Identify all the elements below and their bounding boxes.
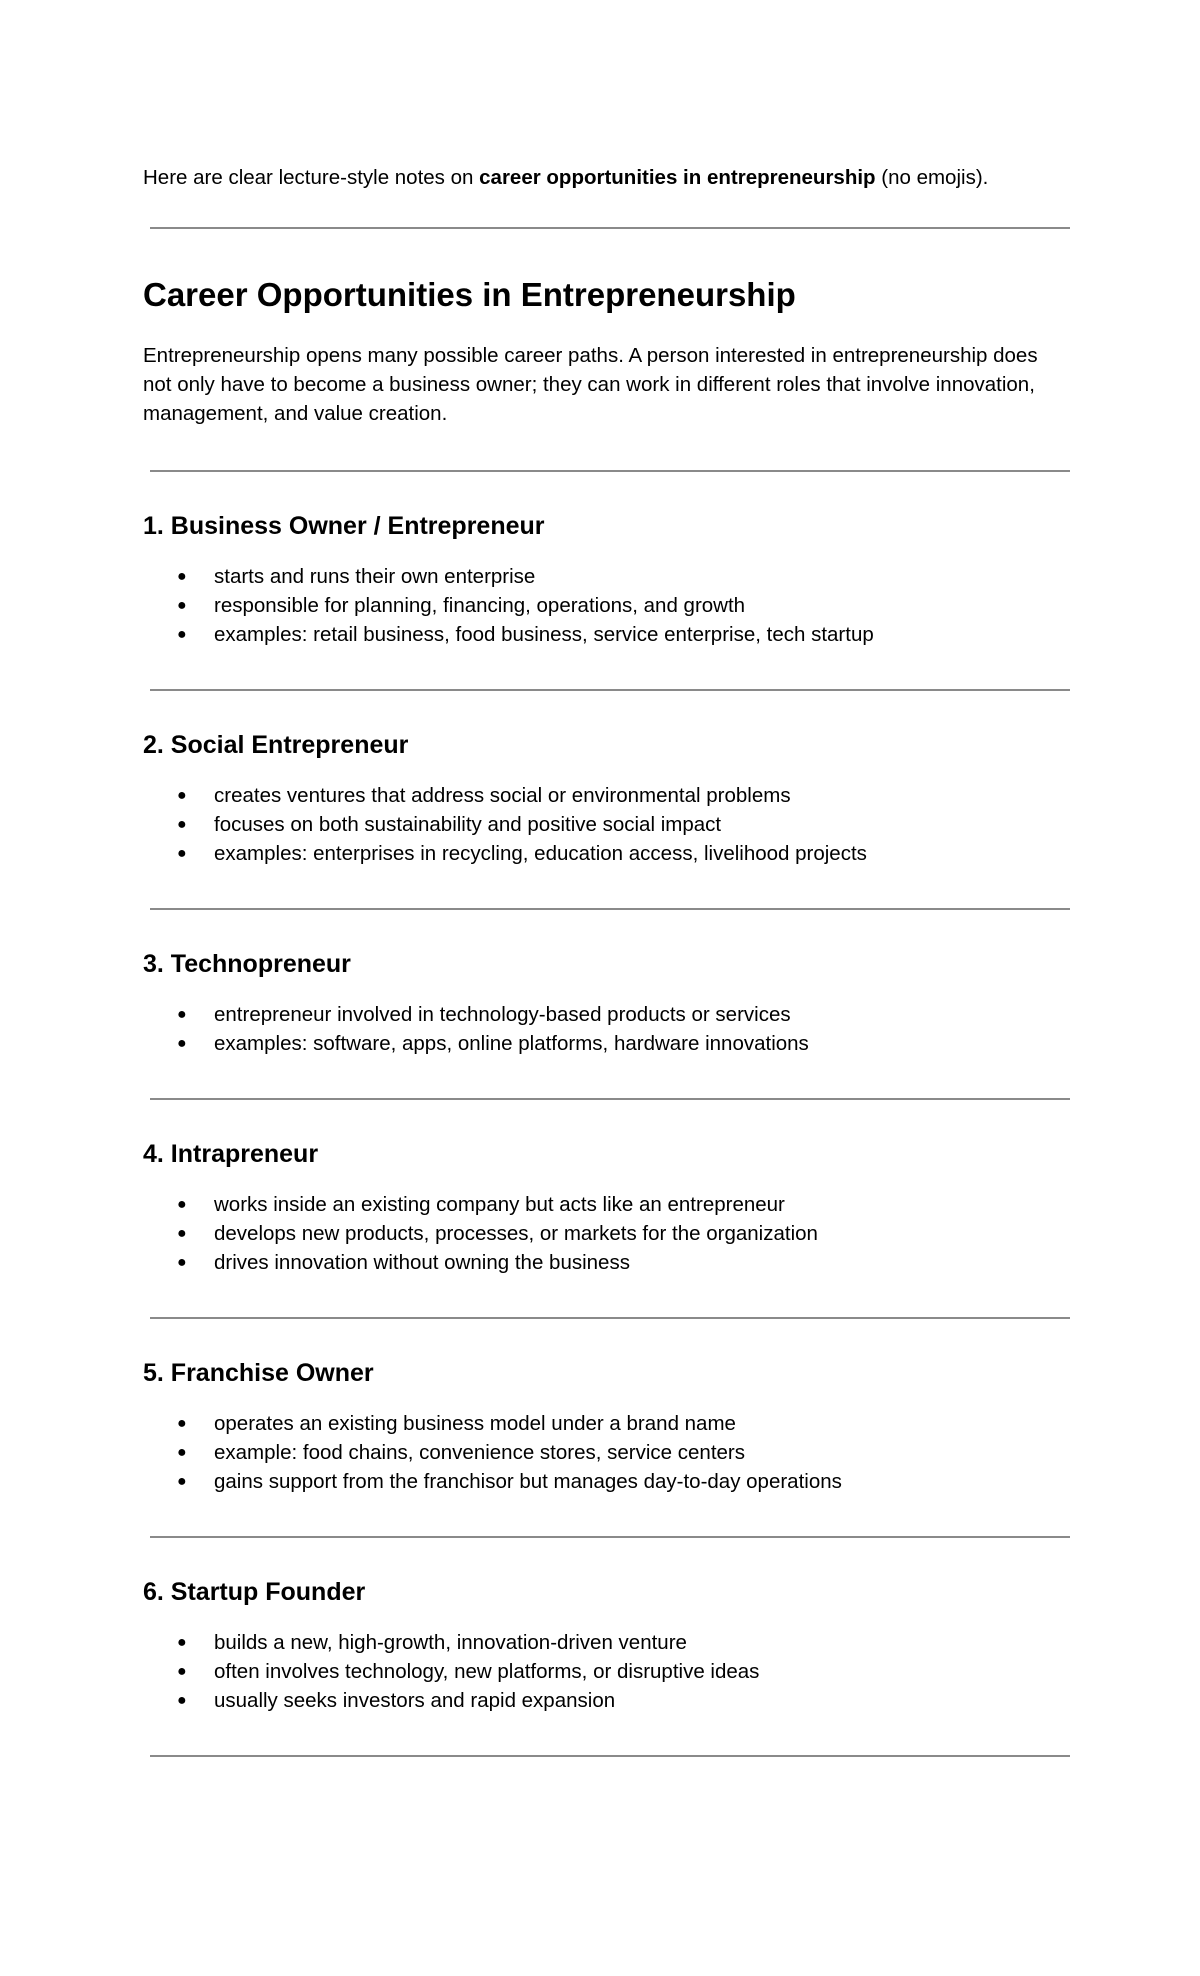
bullet-list bbox=[143, 781, 1057, 868]
list-item bbox=[143, 839, 1057, 868]
list-item-text: examples: software, apps, online platforms, hardware innovations bbox=[214, 1032, 809, 1055]
bullet-list bbox=[143, 562, 1057, 649]
list-item bbox=[143, 591, 1057, 620]
list-item-text: creates ventures that address social or environmental problems bbox=[214, 784, 791, 807]
bullet-icon: ● bbox=[177, 1006, 187, 1023]
list-item-text: starts and runs their own enterprise bbox=[214, 565, 536, 588]
horizontal-rule bbox=[150, 470, 1070, 472]
list-item-text: often involves technology, new platforms, or disruptive ideas bbox=[214, 1660, 760, 1683]
list-item-text: builds a new, high-growth, innovation-driven venture bbox=[214, 1631, 687, 1654]
list-item bbox=[143, 1000, 1057, 1029]
list-item-text: gains support from the franchisor but manages day-to-day operations bbox=[214, 1470, 842, 1493]
bullet-icon: ● bbox=[177, 568, 187, 585]
list-item bbox=[143, 1657, 1057, 1686]
intro-paragraph: Entrepreneurship opens many possible career paths. A person interested in entrepreneurship does not only have to become a business owner; they can work in different roles that involve innovation, management, and value creation. bbox=[143, 344, 1038, 425]
list-item bbox=[143, 620, 1057, 649]
section-heading: 3. Technopreneur bbox=[143, 950, 351, 978]
bullet-list bbox=[143, 1628, 1057, 1715]
bullet-icon: ● bbox=[177, 1225, 187, 1242]
list-item bbox=[143, 1467, 1057, 1496]
career-section bbox=[143, 510, 1057, 691]
bullet-icon: ● bbox=[177, 597, 187, 614]
horizontal-rule bbox=[150, 689, 1070, 691]
list-item-text: entrepreneur involved in technology-based products or services bbox=[214, 1003, 791, 1026]
career-section bbox=[143, 1357, 1057, 1538]
list-item bbox=[143, 1248, 1057, 1277]
bullet-icon: ● bbox=[177, 845, 187, 862]
intro-line bbox=[143, 163, 1057, 193]
list-item-text: examples: enterprises in recycling, education access, livelihood projects bbox=[214, 842, 867, 865]
list-item bbox=[143, 1190, 1057, 1219]
horizontal-rule bbox=[150, 908, 1070, 910]
bullet-icon: ● bbox=[177, 1254, 187, 1271]
list-item bbox=[143, 562, 1057, 591]
bullet-icon: ● bbox=[177, 1415, 187, 1432]
intro-after: (no emojis). bbox=[875, 166, 989, 189]
section-heading: 1. Business Owner / Entrepreneur bbox=[143, 512, 545, 540]
bullet-icon: ● bbox=[177, 1634, 187, 1651]
intro-bold: career opportunities in entrepreneurship bbox=[479, 166, 876, 189]
list-item-text: drives innovation without owning the business bbox=[214, 1251, 630, 1274]
career-section bbox=[143, 1138, 1057, 1319]
page-title: Career Opportunities in Entrepreneurship bbox=[143, 276, 796, 313]
list-item-text: usually seeks investors and rapid expansion bbox=[214, 1689, 616, 1712]
bullet-icon: ● bbox=[177, 787, 187, 804]
list-item-text: focuses on both sustainability and positive social impact bbox=[214, 813, 722, 836]
bullet-list bbox=[143, 1409, 1057, 1496]
horizontal-rule bbox=[150, 1755, 1070, 1757]
bullet-icon: ● bbox=[177, 1473, 187, 1490]
bullet-icon: ● bbox=[177, 1444, 187, 1461]
sections-container bbox=[143, 510, 1057, 1757]
horizontal-rule bbox=[150, 1098, 1070, 1100]
bullet-icon: ● bbox=[177, 1692, 187, 1709]
horizontal-rule bbox=[150, 227, 1070, 229]
list-item bbox=[143, 810, 1057, 839]
list-item-text: examples: retail business, food business, service enterprise, tech startup bbox=[214, 623, 874, 646]
list-item-text: develops new products, processes, or markets for the organization bbox=[214, 1222, 818, 1245]
list-item-text: works inside an existing company but acts like an entrepreneur bbox=[214, 1193, 785, 1216]
career-section bbox=[143, 729, 1057, 910]
list-item bbox=[143, 1029, 1057, 1058]
bullet-icon: ● bbox=[177, 1196, 187, 1213]
section-heading: 4. Intrapreneur bbox=[143, 1140, 319, 1168]
list-item bbox=[143, 1219, 1057, 1248]
list-item bbox=[143, 1686, 1057, 1715]
list-item bbox=[143, 781, 1057, 810]
list-item bbox=[143, 1438, 1057, 1467]
section-heading: 6. Startup Founder bbox=[143, 1578, 366, 1606]
list-item bbox=[143, 1409, 1057, 1438]
list-item-text: responsible for planning, financing, operations, and growth bbox=[214, 594, 746, 617]
horizontal-rule bbox=[150, 1317, 1070, 1319]
list-item-text: example: food chains, convenience stores, service centers bbox=[214, 1441, 745, 1464]
section-heading: 5. Franchise Owner bbox=[143, 1359, 374, 1387]
bullet-icon: ● bbox=[177, 1663, 187, 1680]
list-item bbox=[143, 1628, 1057, 1657]
bullet-icon: ● bbox=[177, 816, 187, 833]
career-section bbox=[143, 948, 1057, 1100]
bullet-list bbox=[143, 1000, 1057, 1058]
bullet-list bbox=[143, 1190, 1057, 1277]
bullet-icon: ● bbox=[177, 626, 187, 643]
intro-before: Here are clear lecture-style notes on bbox=[143, 166, 480, 189]
career-section bbox=[143, 1576, 1057, 1757]
horizontal-rule bbox=[150, 1536, 1070, 1538]
section-heading: 2. Social Entrepreneur bbox=[143, 731, 409, 759]
list-item-text: operates an existing business model under a brand name bbox=[214, 1412, 736, 1435]
bullet-icon: ● bbox=[177, 1035, 187, 1052]
